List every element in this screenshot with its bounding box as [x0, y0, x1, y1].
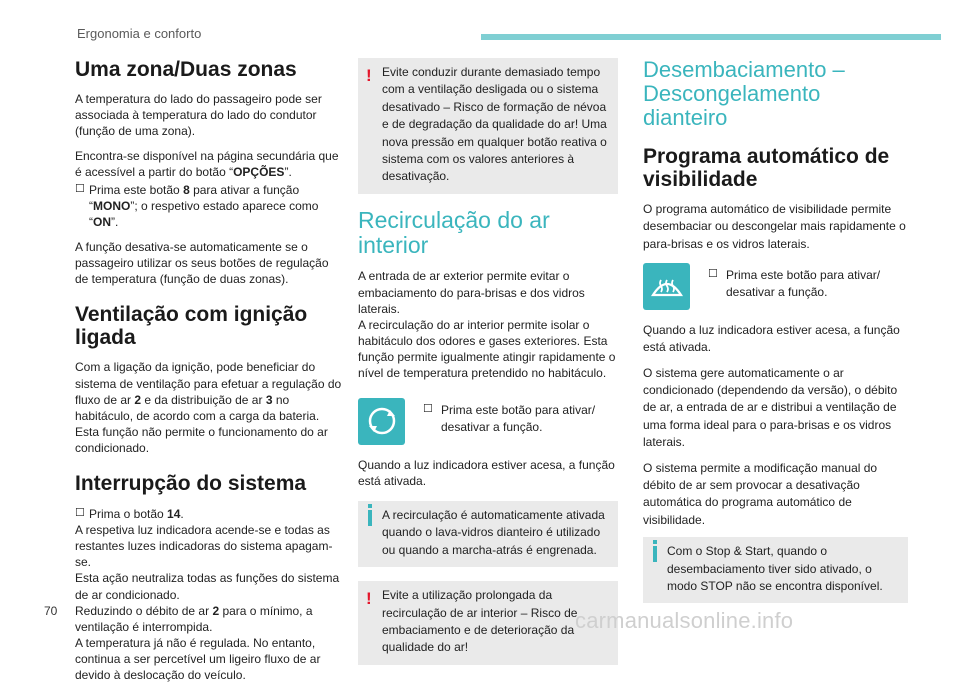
text: ”; o respetivo estado aparece como “ [89, 199, 319, 230]
info-icon-bar [368, 510, 372, 526]
warning-box [358, 58, 618, 194]
paragraph: A função desativa-se automaticamente se o passageiro utilizar os seus botões de regulação de temperatura (função de duas zonas). [75, 239, 329, 286]
text: Prima este botão [89, 183, 184, 198]
warning-text: Evite a utilização prolongada da recirculação de ar interior – Risco de embaciamento e de deterioração da qualidade do ar! [382, 588, 578, 655]
exclamation-icon: ! [366, 66, 372, 85]
text: Reduzindo o débito de ar [75, 603, 213, 618]
text: ”. [111, 215, 119, 230]
button-instruction [643, 263, 908, 310]
paragraph: Quando a luz indicadora estiver acesa, a função está ativada. [643, 322, 900, 355]
text-bold: MONO [93, 199, 131, 214]
text: ”. [284, 164, 292, 179]
text-bold: 3 [265, 392, 273, 407]
paragraph [75, 603, 345, 635]
text-bold: 2 [134, 392, 142, 407]
paragraph: A entrada de ar exterior permite evitar o embaciamento do para-brisas e dos vidros laterais. [358, 269, 585, 316]
button-instruction-text [708, 263, 908, 302]
button-instruction [358, 398, 618, 445]
button-instruction-text [423, 398, 618, 437]
text-bold: 8 [183, 183, 190, 198]
checkbox-bullet-icon: ☐ [423, 402, 433, 415]
checkbox-bullet-icon: ☐ [75, 183, 85, 196]
bullet-item [75, 182, 345, 231]
text-bold: 2 [212, 603, 220, 618]
text: para o mínimo, a ventilação é interrompida. [75, 603, 313, 634]
paragraph: O programa automático de visibilidade permite desembaciar ou descongelar mais rapidamente o para-brisas e os vidros laterais. [643, 201, 906, 251]
paragraph: Quando a luz indicadora estiver acesa, a função está ativada. [358, 457, 615, 488]
paragraph [75, 359, 345, 424]
info-text: Com o Stop & Start, quando o desembaciamento tiver sido ativado, o modo STOP não se encontra disponível. [667, 544, 883, 593]
text: para ativar a função “ [89, 183, 300, 214]
warning-text: Evite conduzir durante demasiado tempo com a ventilação desligada ou o sistema desativado – Risco de formação de névoa e de degradação da qualidade do ar! Uma nova pressão em qualquer botão reativa o sistema com os valores anteriores à desativação. [382, 65, 607, 184]
paragraph: Esta ação neutraliza todas as funções do sistema de ar condicionado. [75, 571, 340, 602]
paragraph: A temperatura já não é regulada. No entanto, continua a ser percetível um ligeiro fluxo de ar devido à deslocação do veículo. [75, 636, 321, 683]
paragraph: A temperatura do lado do passageiro pode ser associada à temperatura do lado do condutor (função de uma zona). [75, 92, 322, 139]
paragraph [75, 148, 345, 180]
info-text: A recirculação é automaticamente ativada quando o lava-vidros dianteiro é utilizado ou quando a marcha-atrás é engrenada. [382, 508, 605, 557]
watermark: carmanualsonline.info [575, 608, 794, 633]
text: no habitáculo, de acordo com a carga da bateria. [75, 392, 320, 423]
column-right [643, 58, 908, 613]
paragraph: A recirculação do ar interior permite isolar o habitáculo dos odores e gases exteriores. Esta função permite igualmente atingir rapidamente o nível de temperatura pretendido no habitáculo. [358, 317, 616, 381]
text-bold: 14 [167, 506, 181, 521]
text: Encontra-se disponível na página secundária que é acessível a partir do botão “ [75, 148, 339, 179]
air-recirculation-icon [358, 398, 405, 445]
checkbox-bullet-icon: ☐ [75, 506, 85, 519]
paragraph: Esta função não permite o funcionamento do ar condicionado. [75, 425, 328, 456]
info-icon-bar [653, 546, 657, 562]
bullet-item [75, 506, 345, 522]
air-recirculation-icon-graphic [365, 404, 399, 438]
column-middle [358, 58, 618, 675]
info-icon [368, 504, 372, 508]
text-bold: ON [93, 215, 111, 230]
info-box [358, 501, 618, 567]
exclamation-icon: ! [366, 589, 372, 609]
windscreen-defrost-icon [643, 263, 690, 310]
heading-desembaciamento: Desembaciamento – Descongelamento dianteiro [643, 57, 845, 131]
paragraph: A respetiva luz indicadora acende-se e todas as restantes luzes indicadoras do sistema apagam-se. [75, 522, 333, 570]
section-header: Ergonomia e conforto [77, 26, 202, 41]
checkbox-bullet-icon: ☐ [708, 267, 718, 280]
heading-programa: Programa automático de visibilidade [643, 144, 890, 191]
info-box [643, 537, 908, 603]
text: Prima o botão [89, 506, 168, 521]
column-left [75, 58, 345, 692]
text: Prima este botão para ativar/ desativar a função. [726, 267, 881, 300]
info-icon [653, 540, 657, 544]
heading-uma-zona: Uma zona/Duas zonas [75, 58, 297, 81]
text: e da distribuição de ar [141, 392, 266, 407]
heading-ventilacao: Ventilação com ignição ligada [75, 303, 308, 350]
page-number: 70 [44, 604, 58, 618]
text: . [180, 506, 184, 521]
windscreen-defrost-icon-graphic [650, 271, 684, 301]
heading-recirculacao: Recirculação do ar interior [358, 206, 550, 259]
text: Prima este botão para ativar/ desativar a função. [441, 402, 596, 435]
text: Com a ligação da ignição, pode beneficiar do sistema de ventilação para efetuar a regulação do fluxo de ar [75, 360, 342, 407]
text-bold: OPÇÕES [233, 164, 285, 179]
paragraph: O sistema permite a modificação manual do débito de ar sem provocar a desativação automática do programa automático de visibilidade. [643, 460, 878, 527]
header-accent-bar [481, 34, 941, 40]
paragraph: O sistema gere automaticamente o ar condicionado (dependendo da versão), o débito de ar, a entrada de ar e distribui a ventilação de uma forma ideal para o para-brisas e os vidros laterais. [643, 365, 898, 450]
heading-interrupcao: Interrupção do sistema [75, 472, 307, 496]
